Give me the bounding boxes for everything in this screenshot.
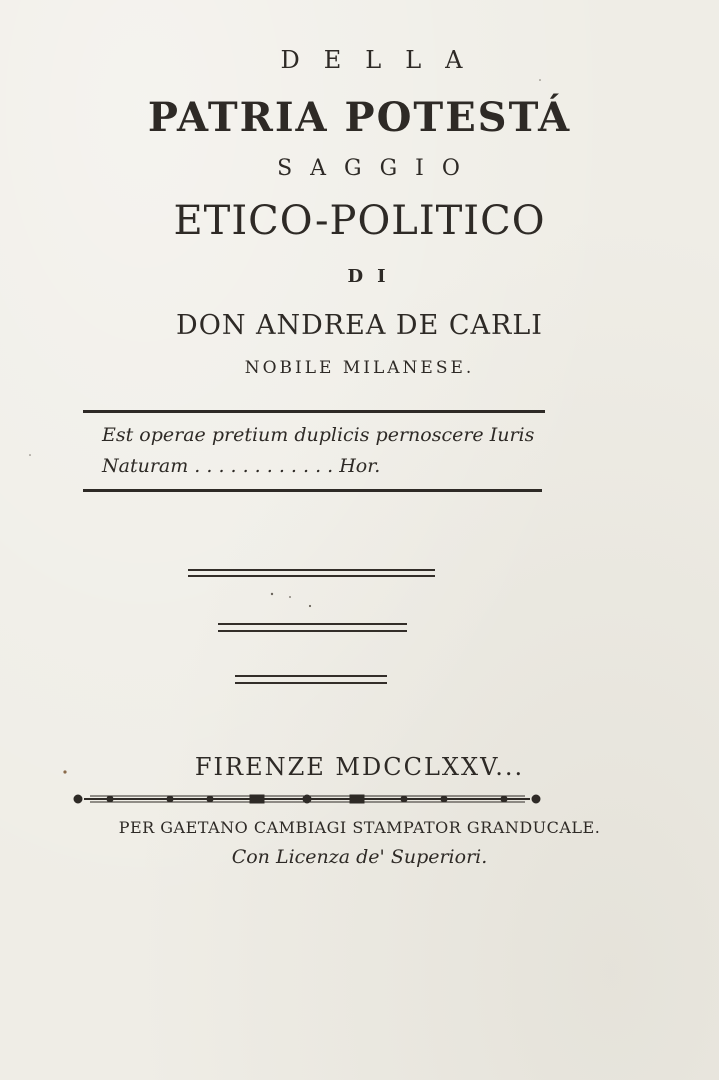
decorative-double-rule-3 bbox=[235, 675, 387, 684]
epigraph-bottom-rule bbox=[83, 489, 542, 492]
author-name: DON ANDREA DE CARLI bbox=[176, 310, 543, 341]
imprint-licence: Con Licenza de' Superiori. bbox=[231, 846, 488, 868]
title-line-patria-potesta: PATRIA POTESTÁ bbox=[147, 94, 572, 141]
imprint-place-date: FIRENZE MDCCLXXV... bbox=[194, 753, 525, 781]
epigraph-line-1: Est operae pretium duplicis pernoscere Iuris bbox=[102, 424, 535, 446]
imprint-printer: PER GAETANO CAMBIAGI STAMPATOR GRANDUCALE. bbox=[118, 818, 601, 837]
epigraph-line-2: Naturam . . . . . . . . . . . . Hor. bbox=[102, 455, 381, 477]
title-line-di: DI bbox=[347, 266, 400, 287]
title-line-della: DELLA bbox=[280, 46, 487, 74]
epigraph-top-rule bbox=[83, 410, 545, 413]
decorative-double-rule-1 bbox=[188, 569, 435, 577]
decorative-double-rule-2 bbox=[218, 623, 407, 632]
title-line-saggio: SAGGIO bbox=[277, 156, 478, 181]
author-description: NOBILE MILANESE. bbox=[244, 358, 475, 378]
title-line-etico-politico: ETICO-POLITICO bbox=[173, 198, 546, 244]
ornament-rule bbox=[70, 790, 544, 808]
